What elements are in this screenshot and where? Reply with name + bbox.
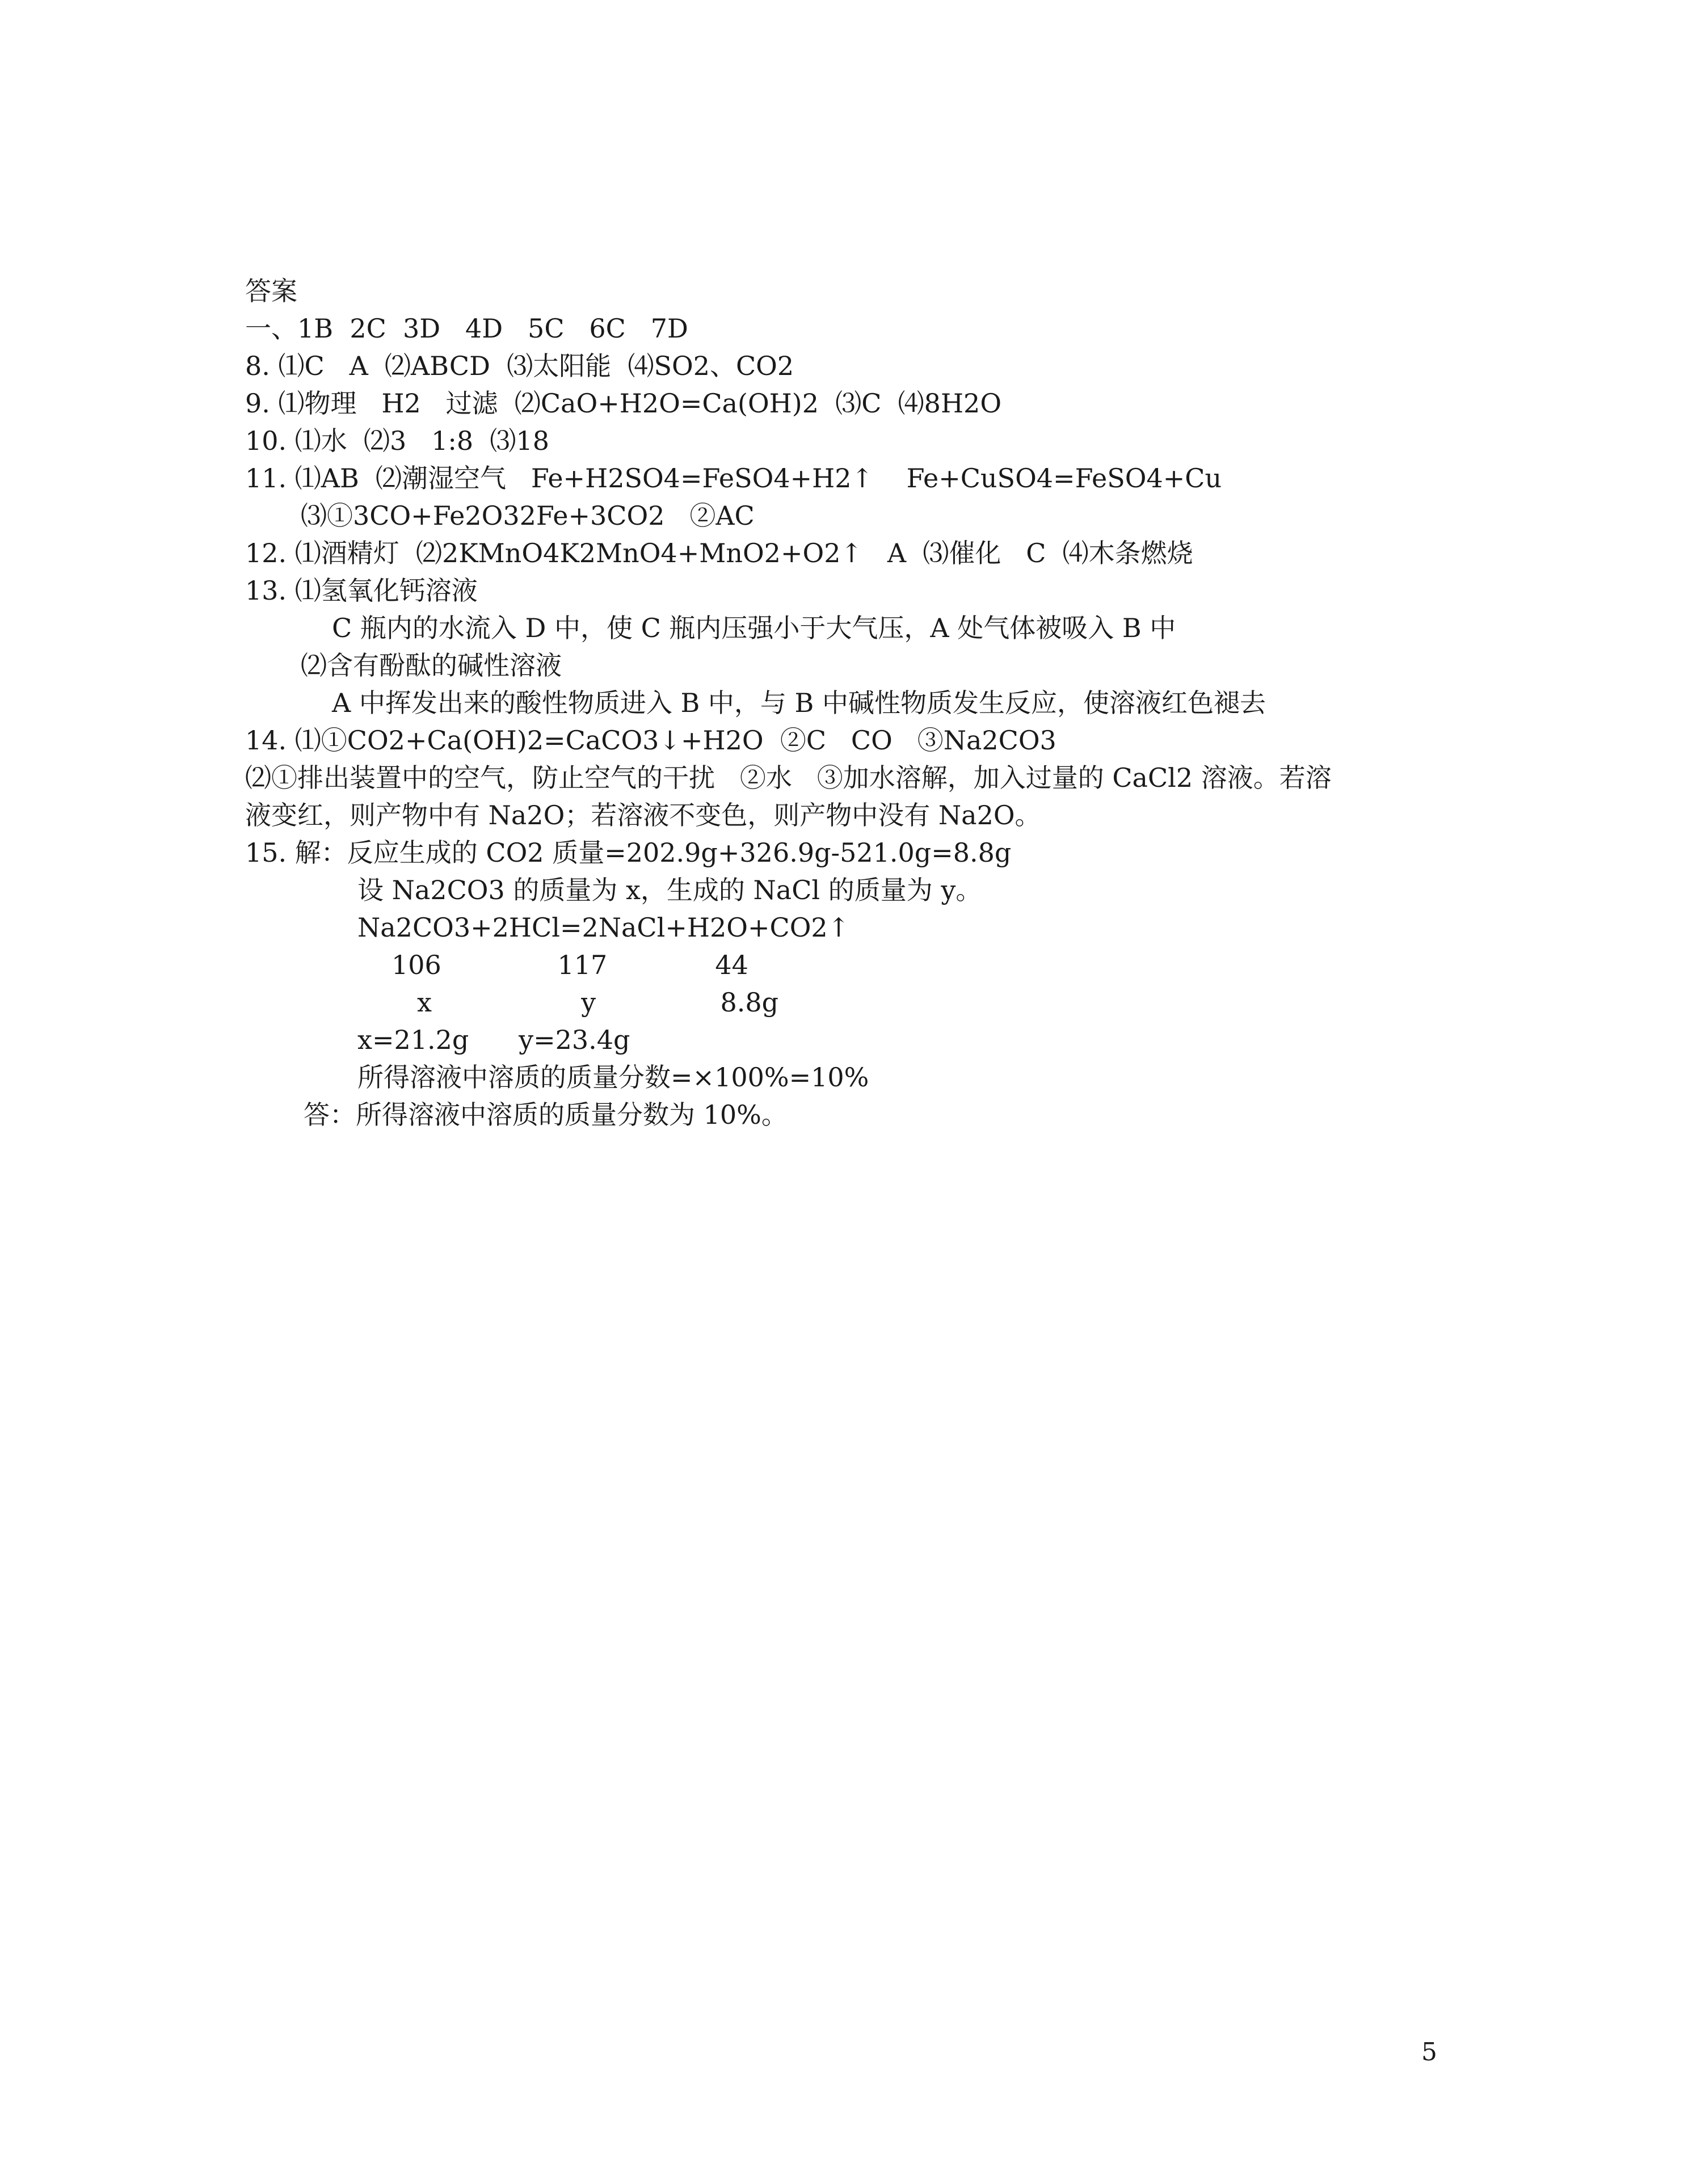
- answer-line-14-c: 液变红，则产物中有 Na2O；若溶液不变色，则产物中没有 Na2O。: [245, 800, 1041, 830]
- answer-title: 答案: [245, 276, 297, 306]
- answer-line-14: 14. ⑴①CO2+Ca(OH)2=CaCO3↓+H2O ②C CO ③Na2CO3: [245, 725, 1056, 756]
- answer-line-14-b: ⑵①排出装置中的空气，防止空气的干扰 ②水 ③加水溶解，加入过量的 CaCl2 溶液。若溶: [245, 762, 1332, 793]
- answer-line-13-b: ⑵含有酚酞的碱性溶液: [301, 650, 562, 681]
- answer-line-15-equation: Na2CO3+2HCl=2NaCl+H2O+CO2↑: [357, 912, 850, 943]
- answer-line-15-result: x=21.2g y=23.4g: [357, 1024, 630, 1055]
- answer-line-11-cont: ⑶①3CO+Fe2O32Fe+3CO2 ②AC: [301, 500, 755, 531]
- answer-line-15-set: 设 Na2CO3 的质量为 x，生成的 NaCl 的质量为 y。: [357, 875, 982, 905]
- answer-line-15-conclusion: 答：所得溶液中溶质的质量分数为 10%。: [304, 1099, 788, 1130]
- answer-line-15-masses: 106 117 44: [392, 950, 748, 980]
- answer-line-10: 10. ⑴水 ⑵3 1:8 ⑶18: [245, 425, 549, 456]
- answer-line-13-a: C 瓶内的水流入 D 中，使 C 瓶内压强小于大气压，A 处气体被吸入 B 中: [332, 613, 1176, 643]
- answer-line-15-vars: x y 8.8g: [417, 987, 779, 1018]
- answer-line-1: 一、1B 2C 3D 4D 5C 6C 7D: [245, 313, 688, 344]
- answer-line-13: 13. ⑴氢氧化钙溶液: [245, 575, 478, 606]
- answer-line-12: 12. ⑴酒精灯 ⑵2KMnO4K2MnO4+MnO2+O2↑ A ⑶催化 C ⑷木条燃烧: [245, 538, 1193, 568]
- answer-line-11: 11. ⑴AB ⑵潮湿空气 Fe+H2SO4=FeSO4+H2↑ Fe+CuSO4=FeSO4+Cu: [245, 463, 1222, 494]
- answer-line-15: 15. 解：反应生成的 CO2 质量=202.9g+326.9g-521.0g=8.8g: [245, 837, 1012, 868]
- page-number: 5: [1421, 2038, 1437, 2067]
- answer-line-8: 8. ⑴C A ⑵ABCD ⑶太阳能 ⑷SO2、CO2: [245, 351, 794, 381]
- answer-line-9: 9. ⑴物理 H2 过滤 ⑵CaO+H2O=Ca(OH)2 ⑶C ⑷8H2O: [245, 388, 1002, 419]
- answer-line-15-fraction: 所得溶液中溶质的质量分数=×100%=10%: [357, 1062, 869, 1093]
- answer-line-13-c: A 中挥发出来的酸性物质进入 B 中，与 B 中碱性物质发生反应，使溶液红色褪去: [332, 688, 1266, 718]
